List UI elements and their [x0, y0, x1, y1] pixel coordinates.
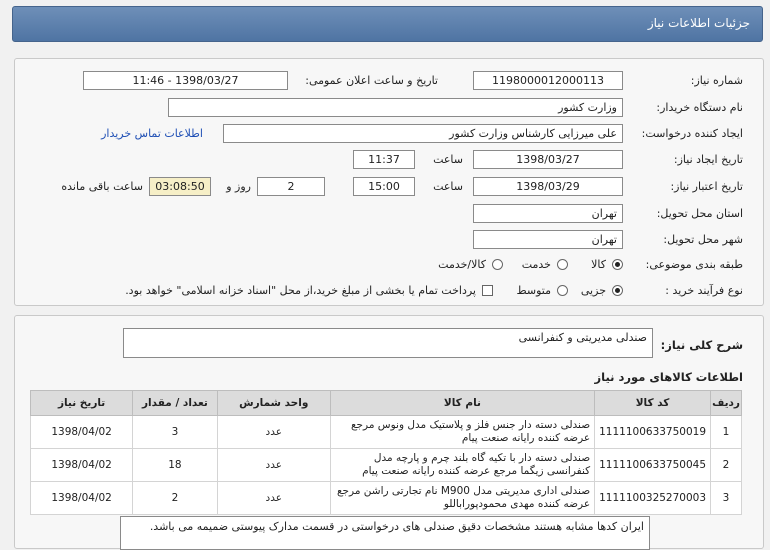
purchase-type-label: نوع فرآیند خرید :	[665, 284, 743, 297]
category-option-goods-service: کالا/خدمت	[438, 258, 486, 271]
purchase-option-minor: جزیی	[580, 284, 606, 297]
header-unit: واحد شمارش	[217, 391, 330, 416]
category-radio-goods[interactable]	[612, 259, 623, 270]
category-radio-goods-service[interactable]	[492, 259, 503, 270]
purchase-radio-medium[interactable]	[557, 285, 568, 296]
goods-table-header	[31, 391, 742, 416]
validity-days-field[interactable]: 2	[257, 177, 325, 196]
header-goods-name: نام کالا	[330, 391, 594, 416]
page-header	[12, 6, 763, 42]
header-quantity: تعداد / مقدار	[133, 391, 218, 416]
goods-unit: عدد	[217, 416, 330, 449]
header-goods-code: کد کالا	[595, 391, 711, 416]
table-row[interactable]	[31, 482, 742, 515]
delivery-province-label: استان محل تحویل:	[656, 207, 743, 220]
page-title: جزئیات اطلاعات نیاز	[647, 16, 750, 30]
created-date-label: تاریخ ایجاد نیاز:	[673, 153, 743, 166]
table-row[interactable]	[31, 449, 742, 482]
validity-time-label: ساعت	[433, 180, 463, 193]
goods-name: صندلی دسته دار جنس فلز و پلاستیک مدل ونوس مرجع عرضه کننده رایانه صنعت پیام	[330, 416, 594, 449]
created-date-field[interactable]: 1398/03/27	[473, 150, 623, 169]
buyer-org-label: نام دستگاه خریدار:	[656, 101, 743, 114]
purchase-option-medium: متوسط	[516, 284, 551, 297]
goods-name: صندلی دسته دار با تکیه گاه بلند چرم و پارچه مدل کنفرانسی زیگما مرجع عرضه کننده رایانه صنعت پیام	[330, 449, 594, 482]
treasury-payment-note: پرداخت تمام یا بخشی از مبلغ خرید،از محل "اسناد خزانه اسلامی" خواهد بود.	[125, 284, 476, 297]
treasury-payment-checkbox[interactable]	[482, 285, 493, 296]
validity-date-field[interactable]: 1398/03/29	[473, 177, 623, 196]
need-details-panel	[14, 58, 764, 306]
header-row-number: ردیف	[711, 391, 742, 416]
row-number: 1	[711, 416, 742, 449]
validity-date-label: تاریخ اعتبار نیاز:	[670, 180, 743, 193]
category-radio-service[interactable]	[557, 259, 568, 270]
delivery-city-label: شهر محل تحویل:	[663, 233, 743, 246]
goods-quantity: 3	[133, 416, 218, 449]
created-time-label: ساعت	[433, 153, 463, 166]
goods-code: 1111100633750045	[595, 449, 711, 482]
requester-label: ایجاد کننده درخواست:	[641, 127, 743, 140]
announce-datetime-field[interactable]: 1398/03/27 - 11:46	[83, 71, 288, 90]
goods-code: 1111100325270003	[595, 482, 711, 515]
created-time-field[interactable]: 11:37	[353, 150, 415, 169]
category-option-goods: کالا	[591, 258, 606, 271]
goods-table	[30, 390, 742, 515]
row-number: 3	[711, 482, 742, 515]
buyer-contact-link[interactable]: اطلاعات تماس خریدار	[101, 127, 203, 140]
validity-time-field[interactable]: 15:00	[353, 177, 415, 196]
validity-days-label: روز و	[226, 180, 251, 193]
goods-need-date: 1398/04/02	[31, 416, 133, 449]
purchase-radio-minor[interactable]	[612, 285, 623, 296]
goods-unit: عدد	[217, 482, 330, 515]
need-number-field[interactable]: 1198000012000113	[473, 71, 623, 90]
buyer-note-field[interactable]: ایران کدها مشابه هستند مشخصات دقیق صندلی های درخواستی در قسمت مدارک پیوستی ضمیمه می باشد.	[120, 516, 650, 550]
remaining-time-label: ساعت باقی مانده	[61, 180, 143, 193]
summary-label: شرح کلی نیاز:	[660, 338, 743, 352]
goods-code: 1111100633750019	[595, 416, 711, 449]
need-number-label: شماره نیاز:	[690, 74, 743, 87]
goods-quantity: 2	[133, 482, 218, 515]
category-option-service: خدمت	[521, 258, 551, 271]
summary-field[interactable]: صندلی مدیریتی و کنفرانسی	[123, 328, 653, 358]
buyer-org-field[interactable]: وزارت کشور	[168, 98, 623, 117]
requester-field[interactable]: علی میرزایی کارشناس وزارت کشور	[223, 124, 623, 143]
remaining-time-field: 03:08:50	[149, 177, 211, 196]
goods-need-date: 1398/04/02	[31, 482, 133, 515]
delivery-city-field[interactable]: تهران	[473, 230, 623, 249]
goods-section-title: اطلاعات کالاهای مورد نیاز	[594, 370, 743, 384]
delivery-province-field[interactable]: تهران	[473, 204, 623, 223]
goods-need-date: 1398/04/02	[31, 449, 133, 482]
category-label: طبقه بندی موضوعی:	[645, 258, 743, 271]
row-number: 2	[711, 449, 742, 482]
goods-name: صندلی اداری مدیریتی مدل M900 نام تجارتی راشن مرجع عرضه کننده مهدی محمودپوراباللو	[330, 482, 594, 515]
goods-quantity: 18	[133, 449, 218, 482]
goods-unit: عدد	[217, 449, 330, 482]
announce-datetime-label: تاریخ و ساعت اعلان عمومی:	[305, 74, 438, 87]
header-need-date: تاریخ نیاز	[31, 391, 133, 416]
table-row[interactable]	[31, 416, 742, 449]
